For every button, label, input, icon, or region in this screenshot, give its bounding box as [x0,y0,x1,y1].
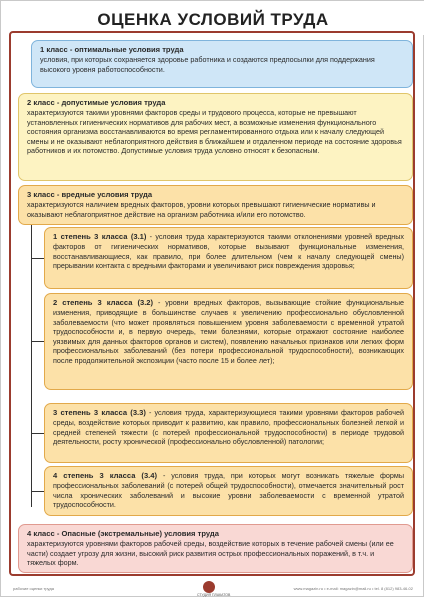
class-2-text: характеризуются такими уровнями факторов среды и трудового процесса, которые не превышают установленных гигиенических нормативов для рабочих мест, а возможные изменения функционального состояния организма восстанавливаются во время регламентированного отдыха или к началу следующей смены и не оказывают неблагоприятного действия в ближайшем и отдаленном периоде на состояние здоровья работников и их потомство. Допустимые условия труда условно относят к безопасным. [27,108,402,156]
class-4-box [18,524,413,573]
class-2-box [18,93,413,181]
title-bar [1,1,424,35]
footer [1,580,424,598]
degree-3-4-heading: 4 степень 3 класса (3.4) [53,471,158,480]
class-1-box [31,40,413,88]
degree-3-3-heading: 3 степень 3 класса (3.3) [53,408,146,417]
class-4-heading: 4 класс - Опасные (экстремальные) условия труда [27,529,219,538]
degree-3-1-box [44,227,413,289]
poster-title: ОЦЕНКА УСЛОВИЙ ТРУДА [97,10,329,29]
connector-branch [31,341,44,342]
publisher-logo-label: СТУДИЯ ПЛАКАТОВ [197,593,231,597]
footer-contacts: www.magazin.ru • e-mail: magazin@mail.ru • tel. 8 (812) 983-46-02 [293,586,413,591]
degree-3-2-heading: 2 степень 3 класса (3.2) [53,298,154,307]
degree-3-3-text: - условия труда, характеризующиеся такими уровнями факторов рабочей среды, воздействие которых приводит к развитию, как правило, профессиональных болезней легкой и средней степеней тяжести (с потерей профессиональной трудоспособности) в периоде трудовой деятельности, росту хронической (профессионально обусловленной) патологии; [53,408,404,447]
footer-left-text: рабочие оценки труда [13,586,54,591]
degree-3-1-text: - условия труда характеризуются такими отклонениями уровней вредных факторов от гигиенических нормативов, которые вызывают функциональные изменения, восстанавливающиеся, как правило, при более длительном (чем к началу следующей смены) прерывании контакта с вредными факторами и увеличивают риск повреждения здоровья; [53,232,404,271]
class-3-box [18,185,413,225]
class-2-heading: 2 класс - допустимые условия труда [27,98,166,107]
degree-3-2-text: - уровни вредных факторов, вызывающие стойкие функциональные изменения, приводящие в большинстве случаев к увеличению профессионально обусловленной заболеваемости (что может проявляться повышением уровня заболеваемости с временной утратой трудоспособности и, в первую очередь, теми болезнями, которые отражают состояние наиболее уязвимых для данных факторов органов и систем), появлению начальных признаков или легких форм профессиональных заболеваний (без потери профессиональной трудоспособности), возникающих после продолжительной экспозиции (часто после 15 и более лет); [53,298,404,365]
class-3-heading: 3 класс - вредные условия труда [27,190,153,199]
degree-3-1-heading: 1 степень 3 класса (3.1) [53,232,147,241]
connector-branch [31,258,44,259]
class-1-heading: 1 класс - оптимальные условия труда [40,45,184,54]
degree-3-3-box [44,403,413,463]
class-3-text: характеризуются наличием вредных факторов, уровни которых превышают гигиенические нормативы и оказывают неблагоприятное действие на организм работника и/или его потомство. [27,200,376,219]
degree-3-2-box [44,293,413,390]
connector-line [31,225,32,507]
class-1-text: условия, при которых сохраняется здоровье работника и создаются предпосылки для поддержания высокого уровня работоспособности. [40,55,375,74]
connector-branch [31,433,44,434]
connector-branch [31,491,44,492]
degree-3-4-text: - условия труда, при которых могут возникать тяжелые формы профессиональных заболеваний (с потерей общей трудоспособности), отмечается значительный рост числа хронических заболеваний и высокие уровни заболеваемости с временной утратой трудоспособности. [53,471,404,510]
publisher-logo-icon [203,581,215,593]
class-4-text: характеризуются уровнями факторов рабочей среды, воздействие которых в течение рабочей смены (или ее части) создает угрозу для жизни, высокий риск развития острых профессиональных поражений, в т.ч. и тяжелых форм. [27,539,394,568]
degree-3-4-box [44,466,413,516]
